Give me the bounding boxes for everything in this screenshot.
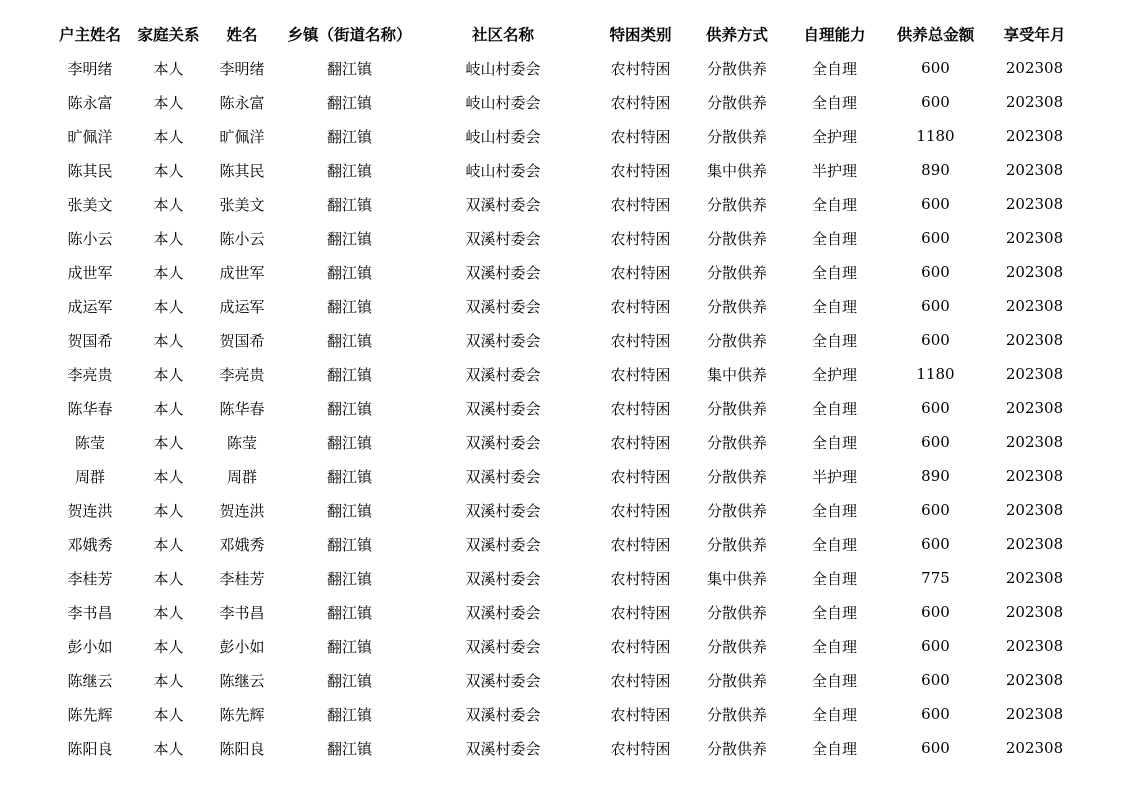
cell-self-care-ability: 全自理	[811, 705, 857, 724]
cell-head-of-household: 陈华春	[67, 399, 113, 418]
header-community: 社区名称	[471, 25, 534, 44]
cell-community: 双溪村委会	[465, 467, 541, 486]
cell-hardship-category: 农村特困	[610, 229, 671, 248]
table-row	[45, 629, 1085, 663]
cell-enjoy-year-month: 202308	[1005, 127, 1064, 145]
cell-name: 陈华春	[219, 399, 265, 418]
cell-community: 双溪村委会	[465, 535, 541, 554]
cell-hardship-category: 农村特困	[610, 399, 671, 418]
cell-head-of-household: 邓娥秀	[67, 535, 113, 554]
cell-total-support-amount: 600	[921, 637, 950, 655]
cell-hardship-category: 农村特困	[610, 127, 671, 146]
cell-township: 翻江镇	[326, 671, 372, 690]
table-body	[45, 51, 1085, 765]
cell-self-care-ability: 全自理	[811, 739, 857, 758]
cell-head-of-household: 陈永富	[67, 93, 113, 112]
cell-community: 岐山村委会	[465, 59, 541, 78]
cell-self-care-ability: 全自理	[811, 433, 857, 452]
cell-total-support-amount: 775	[921, 569, 950, 587]
cell-enjoy-year-month: 202308	[1005, 569, 1064, 587]
cell-self-care-ability: 全自理	[811, 501, 857, 520]
cell-family-relation: 本人	[153, 501, 184, 520]
cell-name: 陈小云	[219, 229, 265, 248]
table-row	[45, 595, 1085, 629]
cell-total-support-amount: 600	[921, 331, 950, 349]
table-row	[45, 153, 1085, 187]
header-support-method: 供养方式	[705, 25, 768, 44]
cell-family-relation: 本人	[153, 297, 184, 316]
table-row	[45, 323, 1085, 357]
cell-family-relation: 本人	[153, 535, 184, 554]
cell-hardship-category: 农村特困	[610, 365, 671, 384]
cell-community: 双溪村委会	[465, 501, 541, 520]
header-head-of-household: 户主姓名	[58, 25, 121, 44]
cell-support-method: 分散供养	[706, 127, 767, 146]
cell-community: 双溪村委会	[465, 569, 541, 588]
table-row	[45, 255, 1085, 289]
cell-hardship-category: 农村特困	[610, 535, 671, 554]
cell-township: 翻江镇	[326, 467, 372, 486]
cell-head-of-household: 贺国希	[67, 331, 113, 350]
cell-support-method: 集中供养	[706, 161, 767, 180]
cell-support-method: 集中供养	[706, 365, 767, 384]
cell-self-care-ability: 半护理	[811, 467, 857, 486]
cell-self-care-ability: 全自理	[811, 569, 857, 588]
cell-community: 岐山村委会	[465, 127, 541, 146]
table-row	[45, 731, 1085, 765]
cell-enjoy-year-month: 202308	[1005, 467, 1064, 485]
cell-self-care-ability: 全自理	[811, 535, 857, 554]
cell-enjoy-year-month: 202308	[1005, 705, 1064, 723]
header-enjoy-year-month: 享受年月	[1003, 25, 1066, 44]
cell-hardship-category: 农村特困	[610, 739, 671, 758]
cell-head-of-household: 成世军	[67, 263, 113, 282]
table-row	[45, 221, 1085, 255]
cell-support-method: 分散供养	[706, 195, 767, 214]
cell-name: 陈先辉	[219, 705, 265, 724]
cell-township: 翻江镇	[326, 59, 372, 78]
cell-head-of-household: 李亮贵	[67, 365, 113, 384]
cell-hardship-category: 农村特困	[610, 331, 671, 350]
table-row	[45, 697, 1085, 731]
cell-name: 贺连洪	[219, 501, 265, 520]
table-row	[45, 663, 1085, 697]
cell-enjoy-year-month: 202308	[1005, 671, 1064, 689]
table-row	[45, 425, 1085, 459]
table-row	[45, 357, 1085, 391]
cell-head-of-household: 彭小如	[67, 637, 113, 656]
cell-enjoy-year-month: 202308	[1005, 229, 1064, 247]
cell-enjoy-year-month: 202308	[1005, 93, 1064, 111]
cell-family-relation: 本人	[153, 127, 184, 146]
cell-enjoy-year-month: 202308	[1005, 195, 1064, 213]
cell-family-relation: 本人	[153, 569, 184, 588]
cell-township: 翻江镇	[326, 195, 372, 214]
cell-community: 双溪村委会	[465, 603, 541, 622]
cell-township: 翻江镇	[326, 93, 372, 112]
cell-enjoy-year-month: 202308	[1005, 399, 1064, 417]
cell-self-care-ability: 全护理	[811, 365, 857, 384]
header-township: 乡镇（街道名称）	[287, 25, 412, 44]
cell-self-care-ability: 全护理	[811, 127, 857, 146]
cell-hardship-category: 农村特困	[610, 433, 671, 452]
cell-name: 李明绪	[219, 59, 265, 78]
cell-township: 翻江镇	[326, 603, 372, 622]
cell-enjoy-year-month: 202308	[1005, 739, 1064, 757]
cell-total-support-amount: 600	[921, 671, 950, 689]
cell-family-relation: 本人	[153, 399, 184, 418]
cell-total-support-amount: 890	[921, 467, 950, 485]
cell-support-method: 分散供养	[706, 263, 767, 282]
table-row	[45, 119, 1085, 153]
cell-township: 翻江镇	[326, 637, 372, 656]
cell-hardship-category: 农村特困	[610, 501, 671, 520]
cell-head-of-household: 李桂芳	[67, 569, 113, 588]
cell-community: 双溪村委会	[465, 365, 541, 384]
table-row	[45, 187, 1085, 221]
cell-head-of-household: 陈小云	[67, 229, 113, 248]
cell-township: 翻江镇	[326, 161, 372, 180]
cell-name: 邓娥秀	[219, 535, 265, 554]
cell-self-care-ability: 全自理	[811, 671, 857, 690]
cell-self-care-ability: 全自理	[811, 59, 857, 78]
cell-support-method: 分散供养	[706, 603, 767, 622]
cell-name: 成运军	[219, 297, 265, 316]
cell-total-support-amount: 600	[921, 59, 950, 77]
cell-township: 翻江镇	[326, 399, 372, 418]
cell-head-of-household: 成运军	[67, 297, 113, 316]
header-self-care-ability: 自理能力	[803, 25, 866, 44]
cell-name: 旷佩洋	[219, 127, 265, 146]
cell-total-support-amount: 600	[921, 535, 950, 553]
cell-community: 双溪村委会	[465, 229, 541, 248]
cell-township: 翻江镇	[326, 501, 372, 520]
cell-family-relation: 本人	[153, 433, 184, 452]
cell-support-method: 分散供养	[706, 331, 767, 350]
table-row	[45, 527, 1085, 561]
cell-enjoy-year-month: 202308	[1005, 263, 1064, 281]
cell-enjoy-year-month: 202308	[1005, 603, 1064, 621]
cell-self-care-ability: 全自理	[811, 637, 857, 656]
cell-family-relation: 本人	[153, 739, 184, 758]
cell-community: 双溪村委会	[465, 399, 541, 418]
cell-support-method: 分散供养	[706, 433, 767, 452]
cell-hardship-category: 农村特困	[610, 467, 671, 486]
cell-hardship-category: 农村特困	[610, 93, 671, 112]
cell-township: 翻江镇	[326, 535, 372, 554]
cell-head-of-household: 旷佩洋	[67, 127, 113, 146]
cell-support-method: 分散供养	[706, 229, 767, 248]
cell-family-relation: 本人	[153, 59, 184, 78]
cell-township: 翻江镇	[326, 331, 372, 350]
cell-community: 双溪村委会	[465, 739, 541, 758]
cell-family-relation: 本人	[153, 331, 184, 350]
cell-head-of-household: 贺连洪	[67, 501, 113, 520]
cell-township: 翻江镇	[326, 365, 372, 384]
table-row	[45, 459, 1085, 493]
cell-self-care-ability: 全自理	[811, 93, 857, 112]
cell-township: 翻江镇	[326, 433, 372, 452]
cell-hardship-category: 农村特困	[610, 705, 671, 724]
cell-total-support-amount: 1180	[916, 365, 955, 383]
cell-community: 双溪村委会	[465, 637, 541, 656]
cell-self-care-ability: 全自理	[811, 399, 857, 418]
cell-total-support-amount: 890	[921, 161, 950, 179]
cell-community: 双溪村委会	[465, 433, 541, 452]
cell-family-relation: 本人	[153, 603, 184, 622]
cell-hardship-category: 农村特困	[610, 161, 671, 180]
cell-township: 翻江镇	[326, 263, 372, 282]
cell-name: 陈其民	[219, 161, 265, 180]
cell-enjoy-year-month: 202308	[1005, 59, 1064, 77]
cell-family-relation: 本人	[153, 637, 184, 656]
cell-community: 双溪村委会	[465, 705, 541, 724]
cell-family-relation: 本人	[153, 195, 184, 214]
cell-head-of-household: 张美文	[67, 195, 113, 214]
cell-total-support-amount: 600	[921, 297, 950, 315]
cell-total-support-amount: 600	[921, 195, 950, 213]
cell-support-method: 集中供养	[706, 569, 767, 588]
cell-community: 双溪村委会	[465, 297, 541, 316]
cell-family-relation: 本人	[153, 671, 184, 690]
cell-total-support-amount: 1180	[916, 127, 955, 145]
cell-total-support-amount: 600	[921, 739, 950, 757]
cell-name: 李书昌	[219, 603, 265, 622]
cell-enjoy-year-month: 202308	[1005, 501, 1064, 519]
cell-name: 陈阳良	[219, 739, 265, 758]
cell-name: 周群	[226, 467, 257, 486]
cell-head-of-household: 陈其民	[67, 161, 113, 180]
cell-self-care-ability: 全自理	[811, 331, 857, 350]
cell-hardship-category: 农村特困	[610, 297, 671, 316]
cell-family-relation: 本人	[153, 365, 184, 384]
table-row	[45, 289, 1085, 323]
cell-name: 李亮贵	[219, 365, 265, 384]
cell-community: 双溪村委会	[465, 331, 541, 350]
cell-head-of-household: 周群	[74, 467, 105, 486]
cell-self-care-ability: 半护理	[811, 161, 857, 180]
header-hardship-category: 特困类别	[609, 25, 672, 44]
cell-total-support-amount: 600	[921, 501, 950, 519]
cell-hardship-category: 农村特困	[610, 671, 671, 690]
cell-township: 翻江镇	[326, 127, 372, 146]
cell-name: 陈莹	[226, 433, 257, 452]
cell-township: 翻江镇	[326, 229, 372, 248]
cell-support-method: 分散供养	[706, 93, 767, 112]
cell-support-method: 分散供养	[706, 59, 767, 78]
cell-head-of-household: 陈莹	[74, 433, 105, 452]
cell-community: 双溪村委会	[465, 671, 541, 690]
cell-family-relation: 本人	[153, 93, 184, 112]
cell-support-method: 分散供养	[706, 399, 767, 418]
cell-enjoy-year-month: 202308	[1005, 535, 1064, 553]
cell-head-of-household: 李书昌	[67, 603, 113, 622]
cell-hardship-category: 农村特困	[610, 569, 671, 588]
cell-enjoy-year-month: 202308	[1005, 161, 1064, 179]
cell-total-support-amount: 600	[921, 229, 950, 247]
cell-hardship-category: 农村特困	[610, 263, 671, 282]
table-row	[45, 391, 1085, 425]
header-total-support-amount: 供养总金额	[896, 25, 975, 44]
cell-head-of-household: 陈阳良	[67, 739, 113, 758]
header-name: 姓名	[226, 25, 258, 44]
cell-total-support-amount: 600	[921, 433, 950, 451]
header-family-relation: 家庭关系	[137, 25, 200, 44]
cell-total-support-amount: 600	[921, 399, 950, 417]
cell-self-care-ability: 全自理	[811, 603, 857, 622]
cell-enjoy-year-month: 202308	[1005, 331, 1064, 349]
cell-total-support-amount: 600	[921, 603, 950, 621]
table-row	[45, 51, 1085, 85]
cell-name: 彭小如	[219, 637, 265, 656]
table-row	[45, 493, 1085, 527]
cell-township: 翻江镇	[326, 297, 372, 316]
cell-support-method: 分散供养	[706, 467, 767, 486]
cell-family-relation: 本人	[153, 263, 184, 282]
table-row	[45, 561, 1085, 595]
cell-support-method: 分散供养	[706, 297, 767, 316]
cell-township: 翻江镇	[326, 569, 372, 588]
cell-hardship-category: 农村特困	[610, 59, 671, 78]
cell-name: 成世军	[219, 263, 265, 282]
cell-family-relation: 本人	[153, 229, 184, 248]
cell-hardship-category: 农村特困	[610, 637, 671, 656]
cell-total-support-amount: 600	[921, 263, 950, 281]
cell-township: 翻江镇	[326, 705, 372, 724]
cell-head-of-household: 陈继云	[67, 671, 113, 690]
cell-hardship-category: 农村特困	[610, 195, 671, 214]
cell-support-method: 分散供养	[706, 637, 767, 656]
cell-hardship-category: 农村特困	[610, 603, 671, 622]
cell-community: 双溪村委会	[465, 195, 541, 214]
header-row	[45, 17, 1085, 51]
cell-name: 张美文	[219, 195, 265, 214]
cell-head-of-household: 陈先辉	[67, 705, 113, 724]
cell-enjoy-year-month: 202308	[1005, 433, 1064, 451]
cell-enjoy-year-month: 202308	[1005, 365, 1064, 383]
table-row	[45, 85, 1085, 119]
cell-support-method: 分散供养	[706, 705, 767, 724]
cell-head-of-household: 李明绪	[67, 59, 113, 78]
cell-community: 双溪村委会	[465, 263, 541, 282]
cell-community: 岐山村委会	[465, 161, 541, 180]
cell-name: 贺国希	[219, 331, 265, 350]
cell-name: 李桂芳	[219, 569, 265, 588]
cell-support-method: 分散供养	[706, 501, 767, 520]
cell-self-care-ability: 全自理	[811, 297, 857, 316]
cell-total-support-amount: 600	[921, 93, 950, 111]
support-recipients-table	[45, 17, 1085, 765]
cell-family-relation: 本人	[153, 467, 184, 486]
cell-self-care-ability: 全自理	[811, 195, 857, 214]
cell-support-method: 分散供养	[706, 671, 767, 690]
cell-name: 陈永富	[219, 93, 265, 112]
cell-community: 岐山村委会	[465, 93, 541, 112]
cell-enjoy-year-month: 202308	[1005, 297, 1064, 315]
cell-family-relation: 本人	[153, 705, 184, 724]
cell-support-method: 分散供养	[706, 535, 767, 554]
cell-enjoy-year-month: 202308	[1005, 637, 1064, 655]
cell-family-relation: 本人	[153, 161, 184, 180]
cell-name: 陈继云	[219, 671, 265, 690]
cell-support-method: 分散供养	[706, 739, 767, 758]
table-header	[45, 17, 1085, 51]
cell-total-support-amount: 600	[921, 705, 950, 723]
cell-township: 翻江镇	[326, 739, 372, 758]
cell-self-care-ability: 全自理	[811, 263, 857, 282]
cell-self-care-ability: 全自理	[811, 229, 857, 248]
